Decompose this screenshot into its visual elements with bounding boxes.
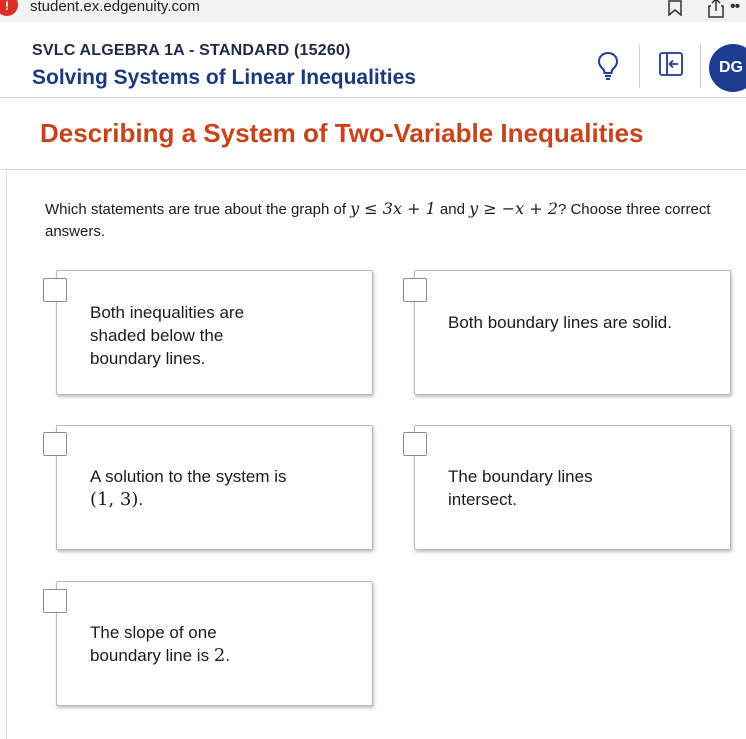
- header-divider: [700, 44, 701, 88]
- section-header: [0, 98, 746, 170]
- answer-option[interactable]: [414, 425, 731, 550]
- header-divider: [639, 44, 640, 88]
- answer-option[interactable]: [56, 270, 373, 395]
- exit-icon[interactable]: [659, 52, 683, 76]
- lesson-header: [0, 28, 746, 98]
- answer-label: The boundary lines intersect.: [448, 467, 593, 509]
- question-prompt: [45, 198, 735, 243]
- answer-option[interactable]: [414, 270, 731, 395]
- warning-icon[interactable]: !: [0, 0, 18, 16]
- section-title: Describing a System of Two-Variable Inequalities: [40, 118, 644, 148]
- share-icon[interactable]: [708, 0, 724, 18]
- lesson-title: Solving Systems of Linear Inequalities: [32, 66, 416, 89]
- inequality-1: y ≤ 3x + 1: [350, 199, 436, 218]
- answer-checkbox[interactable]: [43, 589, 67, 613]
- lightbulb-icon[interactable]: [596, 50, 620, 82]
- more-options-icon[interactable]: ••: [730, 0, 740, 15]
- answer-checkbox[interactable]: [403, 278, 427, 302]
- answer-checkbox[interactable]: [43, 432, 67, 456]
- answer-label: A solution to the system is (1, 3).: [90, 467, 287, 510]
- avatar[interactable]: DG: [709, 44, 746, 92]
- content-border: [6, 171, 7, 739]
- bookmark-icon[interactable]: [668, 0, 682, 16]
- browser-bar: [0, 0, 746, 22]
- answer-label: Both boundary lines are solid.: [448, 313, 672, 332]
- answer-label: Both inequalities are shaded below the boundary lines.: [90, 303, 245, 368]
- question-text: ? Choose three correct answers.: [45, 201, 711, 240]
- answer-option[interactable]: [56, 581, 373, 706]
- answer-checkbox[interactable]: [43, 278, 67, 302]
- answer-checkbox[interactable]: [403, 432, 427, 456]
- course-title: SVLC ALGEBRA 1A - STANDARD (15260): [32, 42, 351, 59]
- inequality-2: y ≥ −x + 2: [469, 199, 558, 218]
- question-text: and: [435, 201, 470, 218]
- question-text: Which statements are true about the graph of: [45, 201, 351, 218]
- answer-label: The slope of one boundary line is 2.: [90, 623, 230, 666]
- answer-option[interactable]: [56, 425, 373, 550]
- address-bar[interactable]: student.ex.edgenuity.com: [30, 0, 200, 15]
